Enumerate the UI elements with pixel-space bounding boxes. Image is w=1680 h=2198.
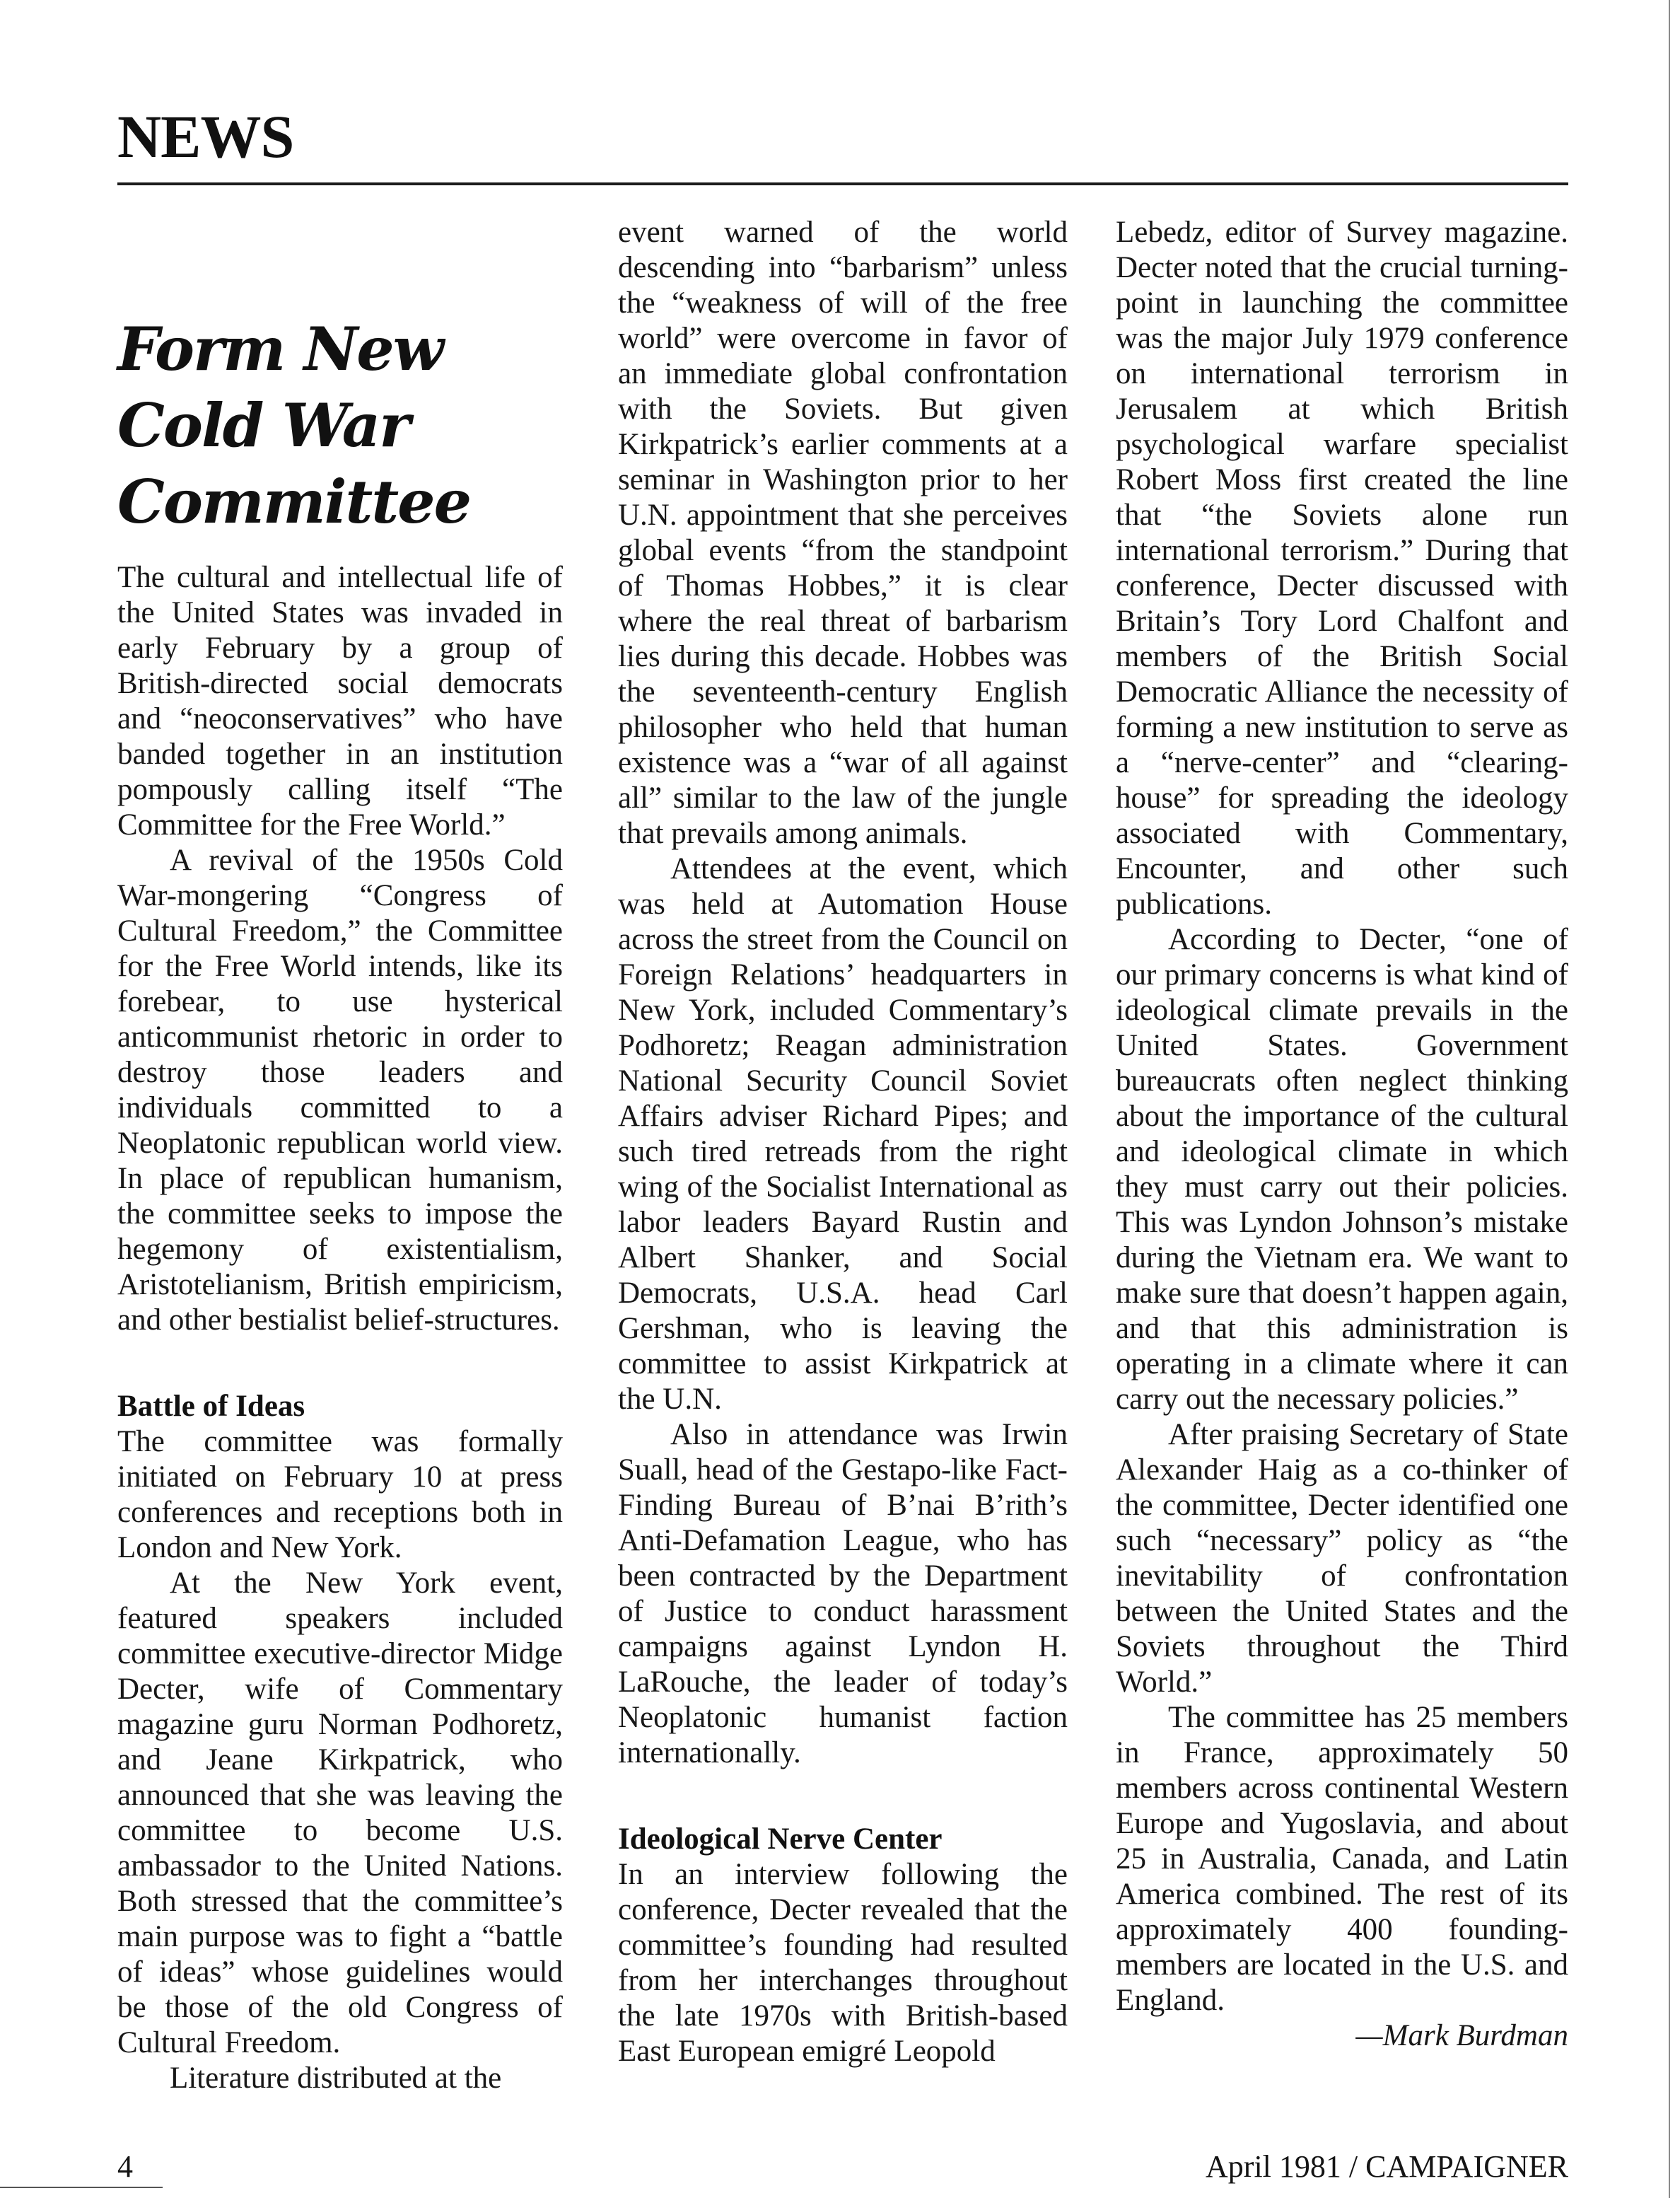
article-column-3 <box>1116 215 1568 2054</box>
page-edge <box>1669 0 1670 2198</box>
headline-line-1: Form New <box>117 314 443 384</box>
paragraph: At the New York event, featured speakers included committee executive-director Midge Decter, wife of Commentary magazine guru Norman Podhoretz, and Jeane Kirkpatrick, who announced that she was leaving the committee to become U.S. ambassador to the United Nations. Both stressed that the committee’s main purpose was to fight a “battle of ideas” whose guidelines would be those of the old Congress of Cultural Freedom. <box>117 1566 563 2059</box>
paragraph: The committee was formally initiated on February 10 at press conferences and receptions both in London and New York. <box>117 1425 563 1564</box>
headline-line-3: Committee <box>117 467 471 537</box>
article-column-2 <box>618 215 1068 2069</box>
paragraph: According to Decter, “one of our primary concerns is what kind of ideological climate prevails in the United States. Government bureaucrats often neglect thinking about the importance of the cultural and ideological climate in which they must carry out their policies. This was Lyndon Johnson’s mistake during the Vietnam era. We want to make sure that doesn’t happen again, and that this administration is operating in a climate where it can carry out the necessary policies.” <box>1116 923 1568 1416</box>
paragraph: Lebedz, editor of Survey magazine. Decter noted that the crucial turning-point in launching the committee was the major July 1979 conference on international terrorism in Jerusalem at which British psychological warfare specialist Robert Moss first created the line that “the Soviets alone run international terrorism.” During that conference, Decter discussed with Britain’s Tory Lord Chalfont and members of the British Social Democratic Alliance the necessity of forming a new institution to serve as a “nerve-center” and “clearing-house” for spreading the ideology associated with Commentary, Encounter, and other such publications. <box>1116 216 1568 921</box>
headline-line-2: Cold War <box>117 390 409 460</box>
issue-line: April 1981 / CAMPAIGNER <box>1206 2149 1568 2184</box>
paragraph: After praising Secretary of State Alexander Haig as a co-thinker of the committee, Decter identified one such “necessary” policy as “the inevitability of confrontation between the United States and the Soviets throughout the Third World.” <box>1116 1418 1568 1699</box>
author-signature: —Mark Burdman <box>1355 2019 1568 2052</box>
section-label: NEWS <box>117 103 294 170</box>
article-headline <box>117 311 584 540</box>
footer-rule <box>0 2187 163 2188</box>
subhead-ideological-nerve-center: Ideological Nerve Center <box>618 1822 943 1856</box>
page-number: 4 <box>117 2149 133 2184</box>
paragraph: The committee has 25 members in France, approximately 50 members across continental Western Europe and Yugoslavia, and about 25 in Australia, Canada, and Latin America combined. The rest of its approximately 400 founding-members are located in the U.S. and England. <box>1116 1701 1568 2017</box>
header-rule <box>117 182 1568 185</box>
article-column-1 <box>117 560 563 2096</box>
paragraph: Literature distributed at the <box>170 2062 502 2095</box>
paragraph: In an interview following the conference, Decter revealed that the committee’s founding had resulted from her interchanges throughout the late 1970s with British-based East European emigré Leopold <box>618 1858 1068 2068</box>
paragraph: Attendees at the event, which was held at Automation House across the street from the Council on Foreign Relations’ headquarters in New York, included Commentary’s Podhoretz; Reagan administration National Security Council Soviet Affairs adviser Richard Pipes; and such tired retreads from the right wing of the Socialist International as labor leaders Bayard Rustin and Albert Shanker, and Social Democrats, U.S.A. head Carl Gershman, who is leaving the committee to assist Kirkpatrick at the U.N. <box>618 852 1068 1416</box>
paragraph: event warned of the world descending into “barbarism” unless the “weakness of will of the free world” were overcome in favor of an immediate global confrontation with the Soviets. But given Kirkpatrick’s earlier comments at a seminar in Washington prior to her U.N. appointment that she perceives global events “from the standpoint of Thomas Hobbes,” it is clear where the real threat of barbarism lies during this decade. Hobbes was the seventeenth-century English philosopher who held that human existence was a “war of all against all” similar to the law of the jungle that prevails among animals. <box>618 216 1068 850</box>
paragraph: A revival of the 1950s Cold War-mongering “Congress of Cultural Freedom,” the Committee for the Free World intends, like its forebear, to use hysterical anticommunist rhetoric in order to destroy those leaders and individuals committed to a Neoplatonic republican world view. In place of republican humanism, the committee seeks to impose the hegemony of existentialism, Aristotelianism, British empiricism, and other bestialist belief-structures. <box>117 844 563 1337</box>
subhead-battle-of-ideas: Battle of Ideas <box>117 1390 305 1423</box>
paragraph: The cultural and intellectual life of the United States was invaded in early February by a group of British-directed social democrats and “neoconservatives” who have banded together in an institution pompously calling itself “The Committee for the Free World.” <box>117 561 563 842</box>
paragraph: Also in attendance was Irwin Suall, head of the Gestapo-like Fact-Finding Bureau of B’nai B’rith’s Anti-Defamation League, who has been contracted by the Department of Justice to conduct harassment campaigns against Lyndon H. LaRouche, the leader of today’s Neoplatonic humanist faction internationally. <box>618 1418 1068 1769</box>
